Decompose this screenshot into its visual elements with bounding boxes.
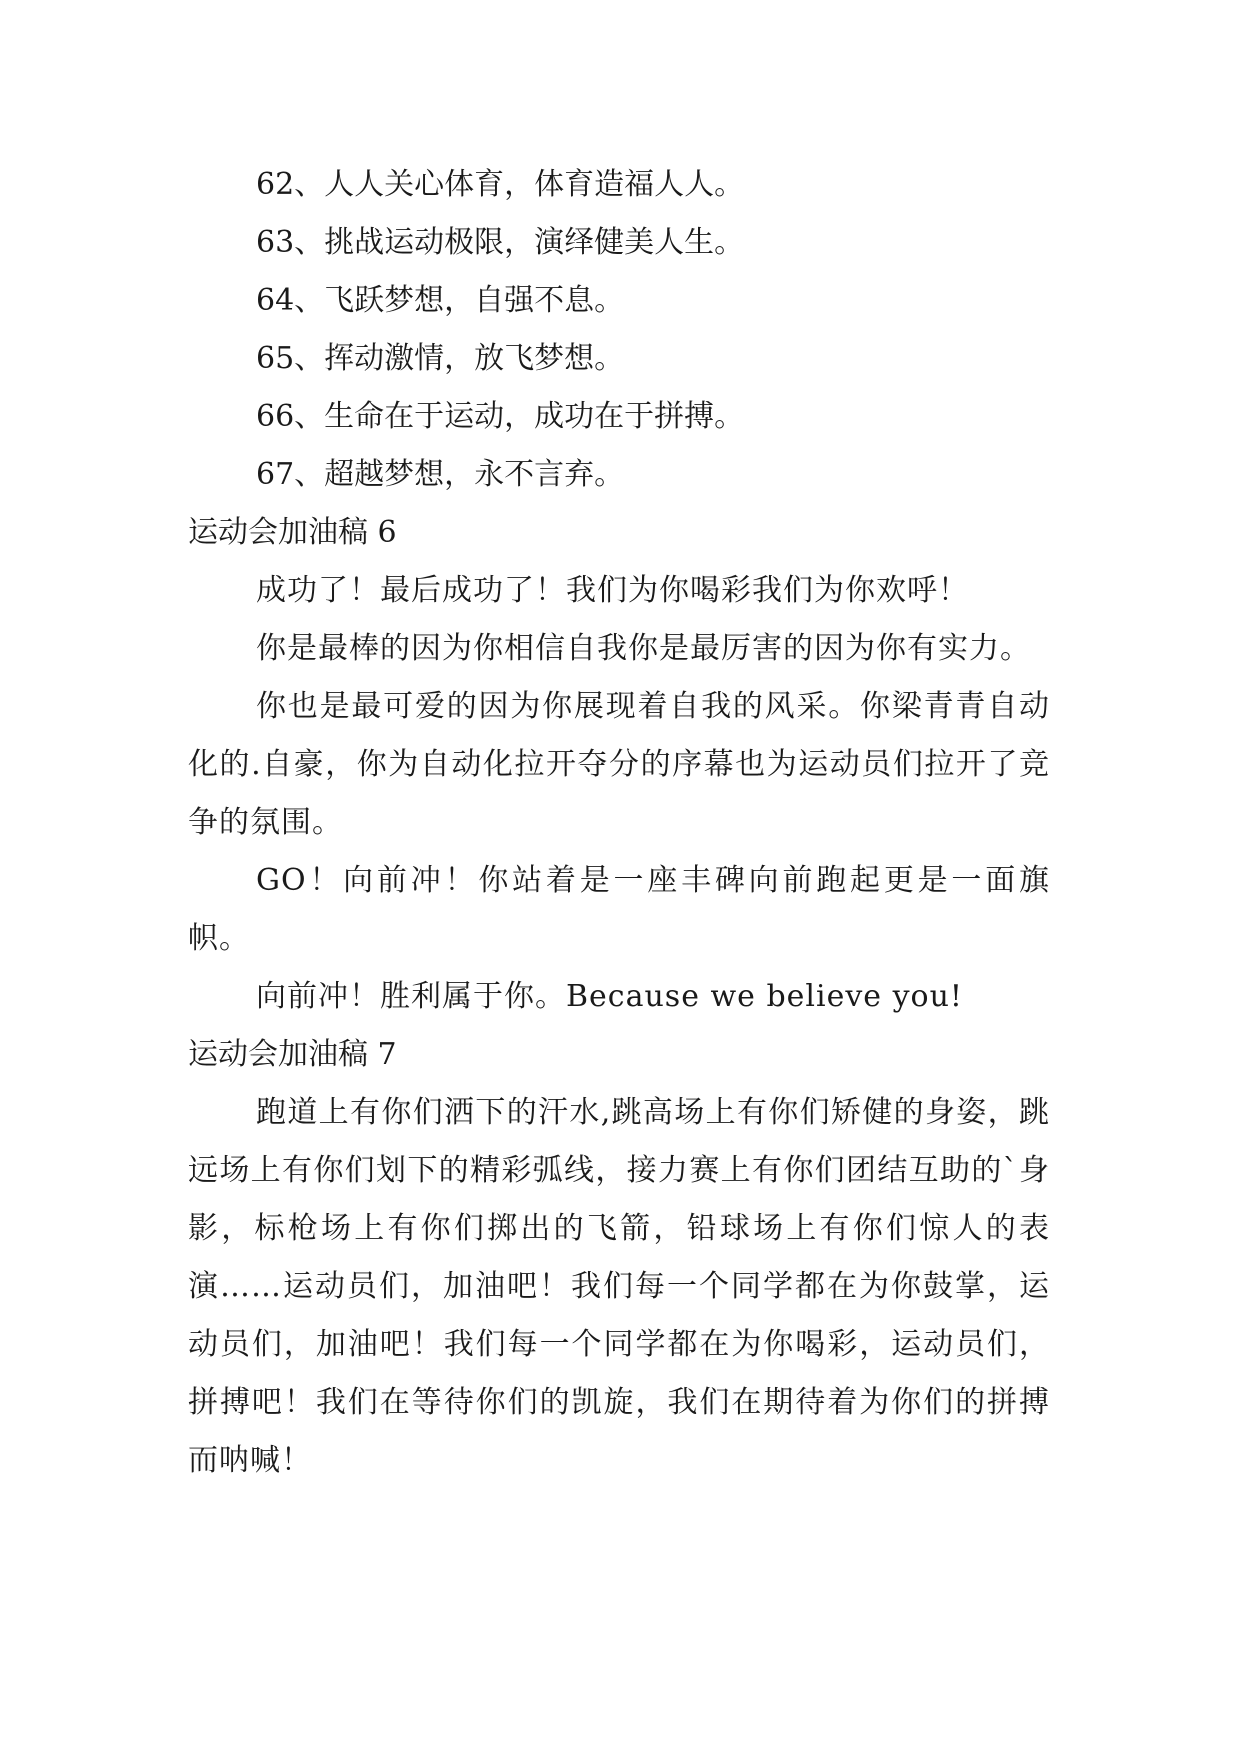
section-heading: 运动会加油稿 6: [188, 515, 397, 550]
list-item: 63、挑战运动极限，演绎健美人生。: [256, 225, 745, 260]
list-item: 64、飞跃梦想，自强不息。: [256, 283, 625, 318]
list-item: 62、人人关心体育，体育造福人人。: [256, 167, 745, 202]
paragraph: 你也是最可爱的因为你展现着自我的风采。你梁青青自动化的.自豪，你为自动化拉开夺分的序幕也为运动员们拉开了竞争的氛围。: [188, 689, 1050, 840]
paragraph: 成功了！最后成功了！我们为你喝彩我们为你欢呼！: [256, 573, 969, 608]
list-item: 67、超越梦想，永不言弃。: [256, 457, 625, 492]
paragraph: 跑道上有你们洒下的汗水,跳高场上有你们矫健的身姿，跳远场上有你们划下的精彩弧线，接力赛上有你们团结互助的`身影，标枪场上有你们掷出的飞箭，铅球场上有你们惊人的表演……运动员们，加油吧！我们每一个同学都在为你鼓掌，运动员们，加油吧！我们每一个同学都在为你喝彩，运动员们，拼搏吧！我们在等待你们的凯旋，我们在期待着为你们的拼搏而呐喊！: [188, 1095, 1050, 1478]
section-heading: 运动会加油稿 7: [188, 1037, 397, 1072]
list-item: 65、挥动激情，放飞梦想。: [256, 341, 625, 376]
paragraph: GO！向前冲！你站着是一座丰碑向前跑起更是一面旗帜。: [188, 863, 1050, 956]
document-page: [188, 156, 1050, 1490]
paragraph: 向前冲！胜利属于你。Because we believe you!: [256, 979, 963, 1014]
list-item: 66、生命在于运动，成功在于拼搏。: [256, 399, 745, 434]
paragraph: 你是最棒的因为你相信自我你是最厉害的因为你有实力。: [256, 631, 1031, 666]
